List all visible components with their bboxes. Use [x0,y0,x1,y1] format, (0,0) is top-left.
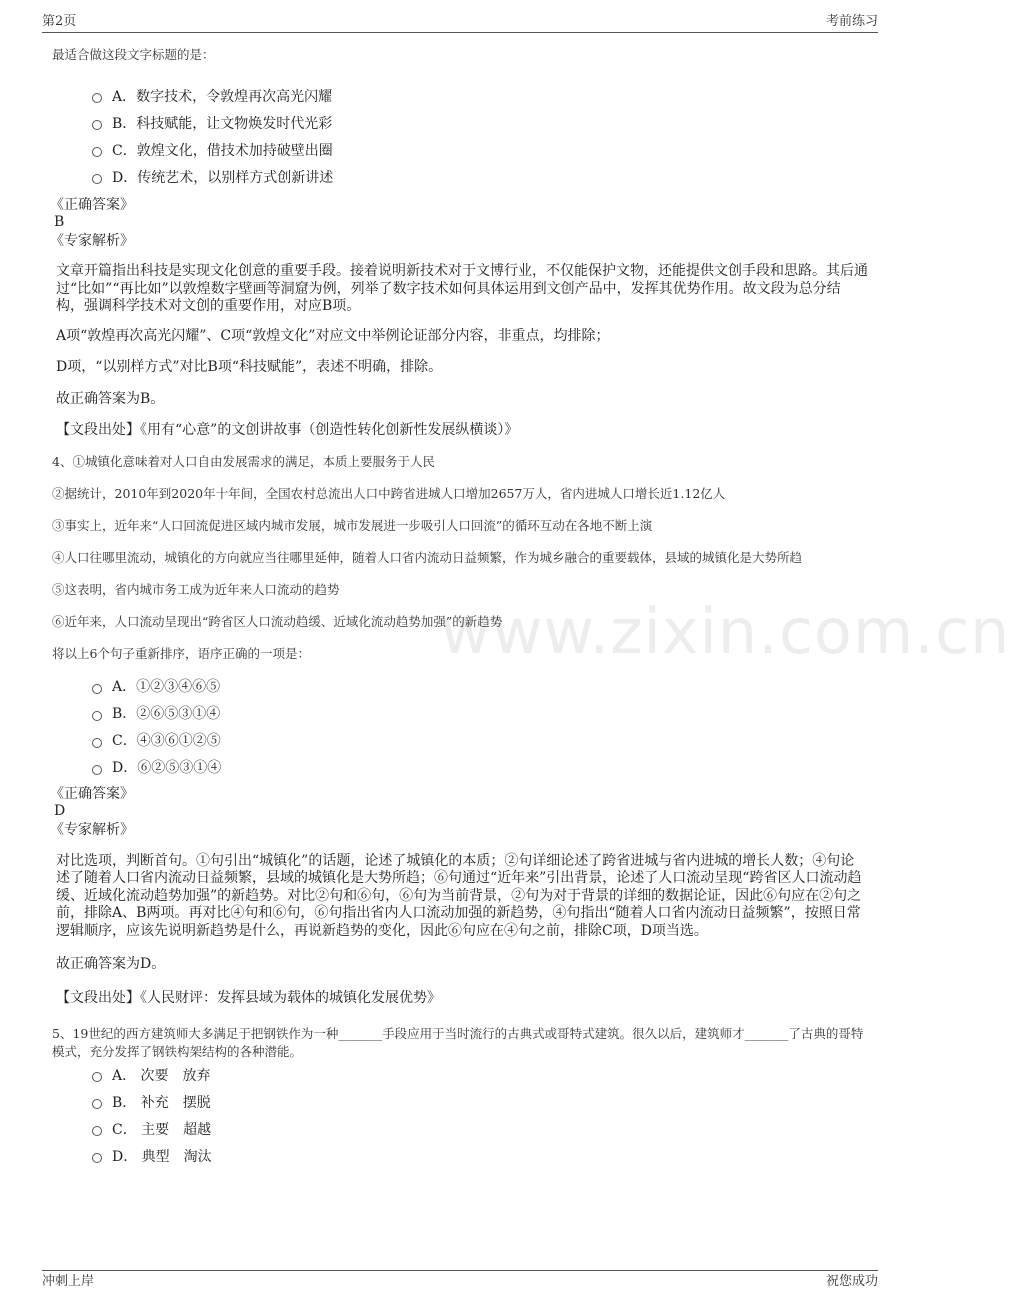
footer-left: 冲刺上岸 [42,1274,95,1289]
radio-icon[interactable] [92,684,102,694]
radio-icon[interactable] [92,738,102,748]
q4-sentence-6: ⑥近年来，人口流动呈现出“跨省区人口流动趋缓、近域化流动趋势加强”的新趋势 [52,613,503,629]
q5-option-d[interactable] [92,1142,872,1169]
radio-icon[interactable] [92,1072,102,1082]
radio-icon[interactable] [92,711,102,721]
q5-stem: 5、19世纪的西方建筑师大多满足于把钢铁作为一种_______手段应用于当时流行的古典式或哥特式建筑。很久以后，建筑师才_______了古典的哥特模式，充分发挥了钢铁构架结构的各种潜能。 [52,1026,864,1059]
option-label: B．②⑥⑤③①④ [112,706,221,722]
option-label: B．科技赋能，让文物焕发时代光彩 [112,115,333,132]
q4-option-c[interactable] [92,727,872,754]
q4-sentence-5: ⑤这表明，省内城市务工成为近年来人口流动的趋势 [52,581,340,597]
q4-prompt: 将以上6个句子重新排序，语序正确的一项是： [52,645,310,661]
watermark: www.zixin.com.cn [440,595,1010,668]
q3-option-d[interactable] [92,163,872,190]
q3-option-c[interactable] [92,136,872,163]
footer-right: 祝您成功 [825,1274,878,1289]
q3-conclusion: 故正确答案为B。 [56,390,165,407]
q4-option-b[interactable] [92,700,872,727]
q4-sentence-2: ②据统计，2010年到2020年十年间，全国农村总流出人口中跨省进城人口增加2657万人，省内进城人口增长近1.12亿人 [52,485,726,501]
radio-icon[interactable] [92,1153,102,1163]
option-label: A．数字技术，令敦煌再次高光闪耀 [112,88,333,105]
q4-sentence-1: 4、①城镇化意味着对人口自由发展需求的满足，本质上要服务于人民 [52,453,435,469]
option-label: C．敦煌文化，借技术加持破壁出圈 [112,142,333,159]
q4-analysis-label: 《专家解析》 [50,821,134,838]
q4-answer: D [54,802,66,819]
q5-option-a[interactable] [92,1061,872,1088]
q5-option-c[interactable] [92,1115,872,1142]
q4-options [92,673,872,781]
radio-icon[interactable] [92,1099,102,1109]
q4-conclusion: 故正确答案为D。 [56,956,166,972]
q3-answer: B [54,214,65,230]
option-label: D．传统艺术，以别样方式创新讲述 [112,169,334,186]
option-label: A． 次要 放弃 [112,1067,211,1084]
page-content [52,42,872,1169]
q3-prompt: 最适合做这段文字标题的是： [52,47,215,62]
radio-icon[interactable] [92,93,102,103]
q4-source: 【文段出处】《人民财评：发挥县域为载体的城镇化发展优势》 [56,989,441,1006]
page-number: 第2页 [42,14,77,29]
q3-option-b[interactable] [92,109,872,136]
option-label: C． 主要 超越 [112,1121,212,1138]
q3-options [92,82,872,190]
q3-answer-label: 《正确答案》 [50,197,134,213]
radio-icon[interactable] [92,147,102,157]
page-footer [42,1270,878,1293]
radio-icon[interactable] [92,765,102,775]
q3-analysis-p3: D项，“以别样方式”对比B项“科技赋能”，表述不明确，排除。 [56,359,443,375]
option-label: D．⑥②⑤③①④ [112,760,222,776]
page-header [42,12,878,33]
radio-icon[interactable] [92,174,102,184]
option-label: D． 典型 淘汰 [112,1148,212,1165]
q4-sentence-3: ③事实上，近年来“人口回流促进区域内城市发展，城市发展进一步吸引人口回流”的循环互动在各地不断上演 [52,517,653,533]
option-label: B． 补充 摆脱 [112,1094,211,1111]
q4-sentence-4: ④人口往哪里流动，城镇化的方向就应当往哪里延伸，随着人口省内流动日益频繁，作为城乡融合的重要载体，县域的城镇化是大势所趋 [52,549,803,565]
option-label: A．①②③④⑥⑤ [112,679,221,695]
header-category: 考前练习 [825,14,878,29]
radio-icon[interactable] [92,120,102,130]
radio-icon[interactable] [92,1126,102,1136]
q4-option-d[interactable] [92,754,872,781]
q3-source: 【文段出处】《用有“心意”的文创讲故事（创造性转化创新性发展纵横谈）》 [56,422,519,438]
q5-options [92,1061,872,1169]
q4-option-a[interactable] [92,673,872,700]
q3-analysis-p1: 文章开篇指出科技是实现文化创意的重要手段。接着说明新技术对于文博行业，不仅能保护文物，还能提供文创手段和思路。其后通过“比如”“再比如”以敦煌数字壁画等洞窟为例，列举了数字技术如何具体运用到文创产品中，发挥其优势作用。故文段为总分结构，强调科学技术对文创的重要作用，对应B项。 [56,263,868,314]
q5-option-b[interactable] [92,1088,872,1115]
q4-analysis-p1: 对比选项，判断首句。①句引出“城镇化”的话题，论述了城镇化的本质；②句详细论述了跨省进城与省内进城的增长人数；④句论述了随着人口省内流动日益频繁，县域的城镇化是大势所趋；⑥句通过“近年来”引出背景，论述了人口流动呈现“跨省区人口流动趋缓、近域化流动趋势加强”的新趋势。对比②句和⑥句，⑥句为当前背景，②句为对于背景的详细的数据论证，因此⑥句应在②句之前，排除A、B两项。再对比④句和⑥句，⑥句指出省内人口流动加强的新趋势，④句指出“随着人口省内流动日益频繁”，按照日常逻辑顺序，应该先说明新趋势是什么，再说新趋势的变化，因此⑥句应在④句之前，排除C项，D项当选。 [56,852,862,939]
q3-analysis-p2: A项“敦煌再次高光闪耀”、C项“敦煌文化”对应文中举例论证部分内容，非重点，均排除； [56,327,610,344]
q3-option-a[interactable] [92,82,872,109]
option-label: C．④③⑥①②⑤ [112,733,221,749]
q3-analysis-label: 《专家解析》 [50,233,134,249]
q4-answer-label: 《正确答案》 [50,785,134,802]
